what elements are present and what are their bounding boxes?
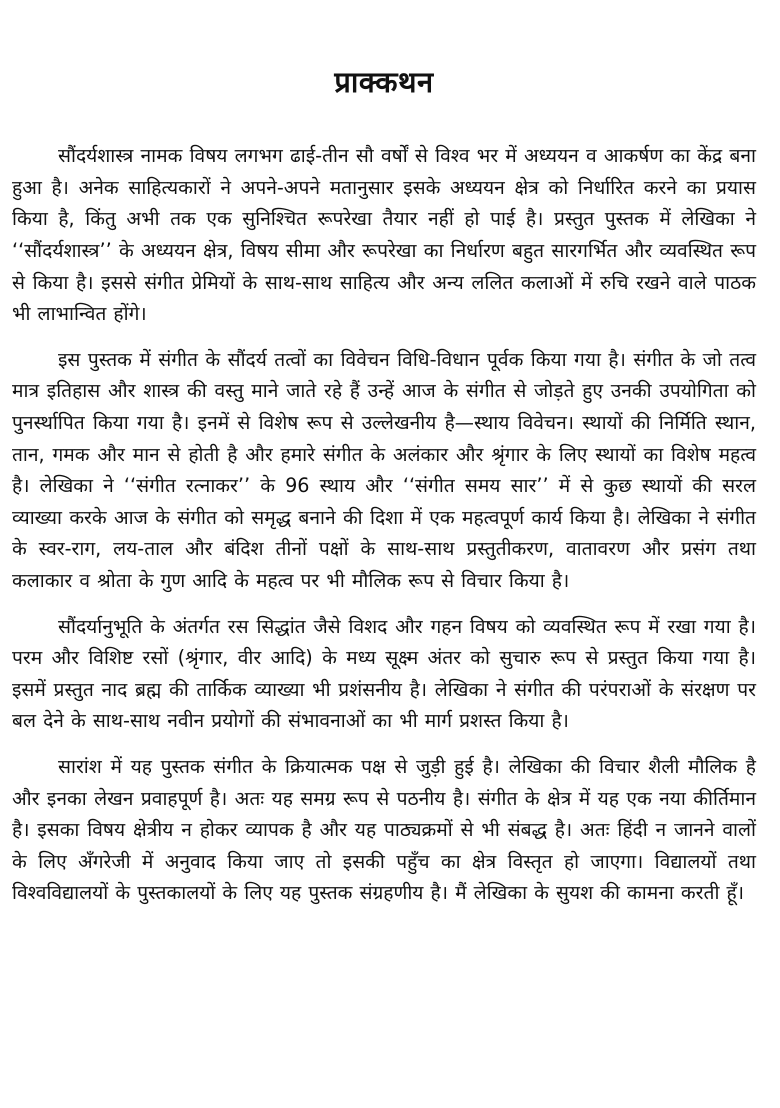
paragraph-3: सौंदर्यानुभूति के अंतर्गत रस सिद्धांत जैसे विशद और गहन विषय को व्यवस्थित रूप में रखा गया है। परम और विशिष्ट रसों (श्रृंगार, वीर आदि) के मध्य सूक्ष्म अंतर को सुचारु रूप से प्रस्तुत किया गया है। इसमें प्रस्तुत नाद ब्रह्म की तार्किक व्याख्या भी प्रशंसनीय है। लेखिका ने संगीत की परंपराओं के संरक्षण पर बल देने के साथ-साथ नवीन प्रयोगों की संभावनाओं का भी मार्ग प्रशस्त किया है। [12,614,756,733]
paragraph-2: इस पुस्तक में संगीत के सौंदर्य तत्वों का विवेचन विधि-विधान पूर्वक किया गया है। संगीत के जो तत्व मात्र इतिहास और शास्त्र की वस्तु माने जाते रहे हैं उन्हें आज के संगीत से जोड़ते हुए उनकी उपयोगिता को पुनर्स्थापित किया गया है। इनमें से विशेष रूप से उल्लेखनीय है—स्थाय विवेचन। स्थायों की निर्मिति स्थान, तान, गमक और मान से होती है और हमारे संगीत के अलंकार और श्रृंगार के लिए स्थायों का विशेष महत्व है। लेखिका ने ‘‘संगीत रत्नाकर’’ के 96 स्थाय और ‘‘संगीत समय सार’’ में से कुछ स्थायों की सरल व्याख्या करके आज के संगीत को समृद्ध बनाने की दिशा में एक महत्वपूर्ण कार्य किया है। लेखिका ने संगीत के स्वर-राग, लय-ताल और बंदिश तीनों पक्षों के साथ-साथ प्रस्तुतीकरण, वातावरण और प्रसंग तथा कलाकार व श्रोता के गुण आदि के महत्व पर भी मौलिक रूप से विचार किया है। [12,347,756,592]
paragraph-4: सारांश में यह पुस्तक संगीत के क्रियात्मक पक्ष से जुड़ी हुई है। लेखिका की विचार शैली मौलिक है और इनका लेखन प्रवाहपूर्ण है। अतः यह समग्र रूप से पठनीय है। संगीत के क्षेत्र में यह एक नया कीर्तिमान है। इसका विषय क्षेत्रीय न होकर व्यापक है और यह पाठ्यक्रमों से भी संबद्ध है। अतः हिंदी न जानने वालों के लिए अँगरेजी में अनुवाद किया जाए तो इसकी पहुँच का क्षेत्र विस्तृत हो जाएगा। विद्यालयों तथा विश्वविद्यालयों के पुस्तकालयों के लिए यह पुस्तक संग्रहणीय है। मैं लेखिका के सुयश की कामना करती हूँ। [12,754,756,905]
page-title: प्राक्कथन [334,65,434,99]
paragraph-1: सौंदर्यशास्त्र नामक विषय लगभग ढाई-तीन सौ वर्षों से विश्व भर में अध्ययन व आकर्षण का केंद्र बना हुआ है। अनेक साहित्यकारों ने अपने-अपने मतानुसार इसके अध्ययन क्षेत्र को निर्धारित करने का प्रयास किया है, किंतु अभी तक एक सुनिश्चित रूपरेखा तैयार नहीं हो पाई है। प्रस्तुत पुस्तक में लेखिका ने ‘‘सौंदर्यशास्त्र’’ के अध्ययन क्षेत्र, विषय सीमा और रूपरेखा का निर्धारण बहुत सारगर्भित और व्यवस्थित रूप से किया है। इससे संगीत प्रेमियों के साथ-साथ साहित्य और अन्य ललित कलाओं में रुचि रखने वाले पाठक भी लाभान्वित होंगे। [12,144,756,326]
